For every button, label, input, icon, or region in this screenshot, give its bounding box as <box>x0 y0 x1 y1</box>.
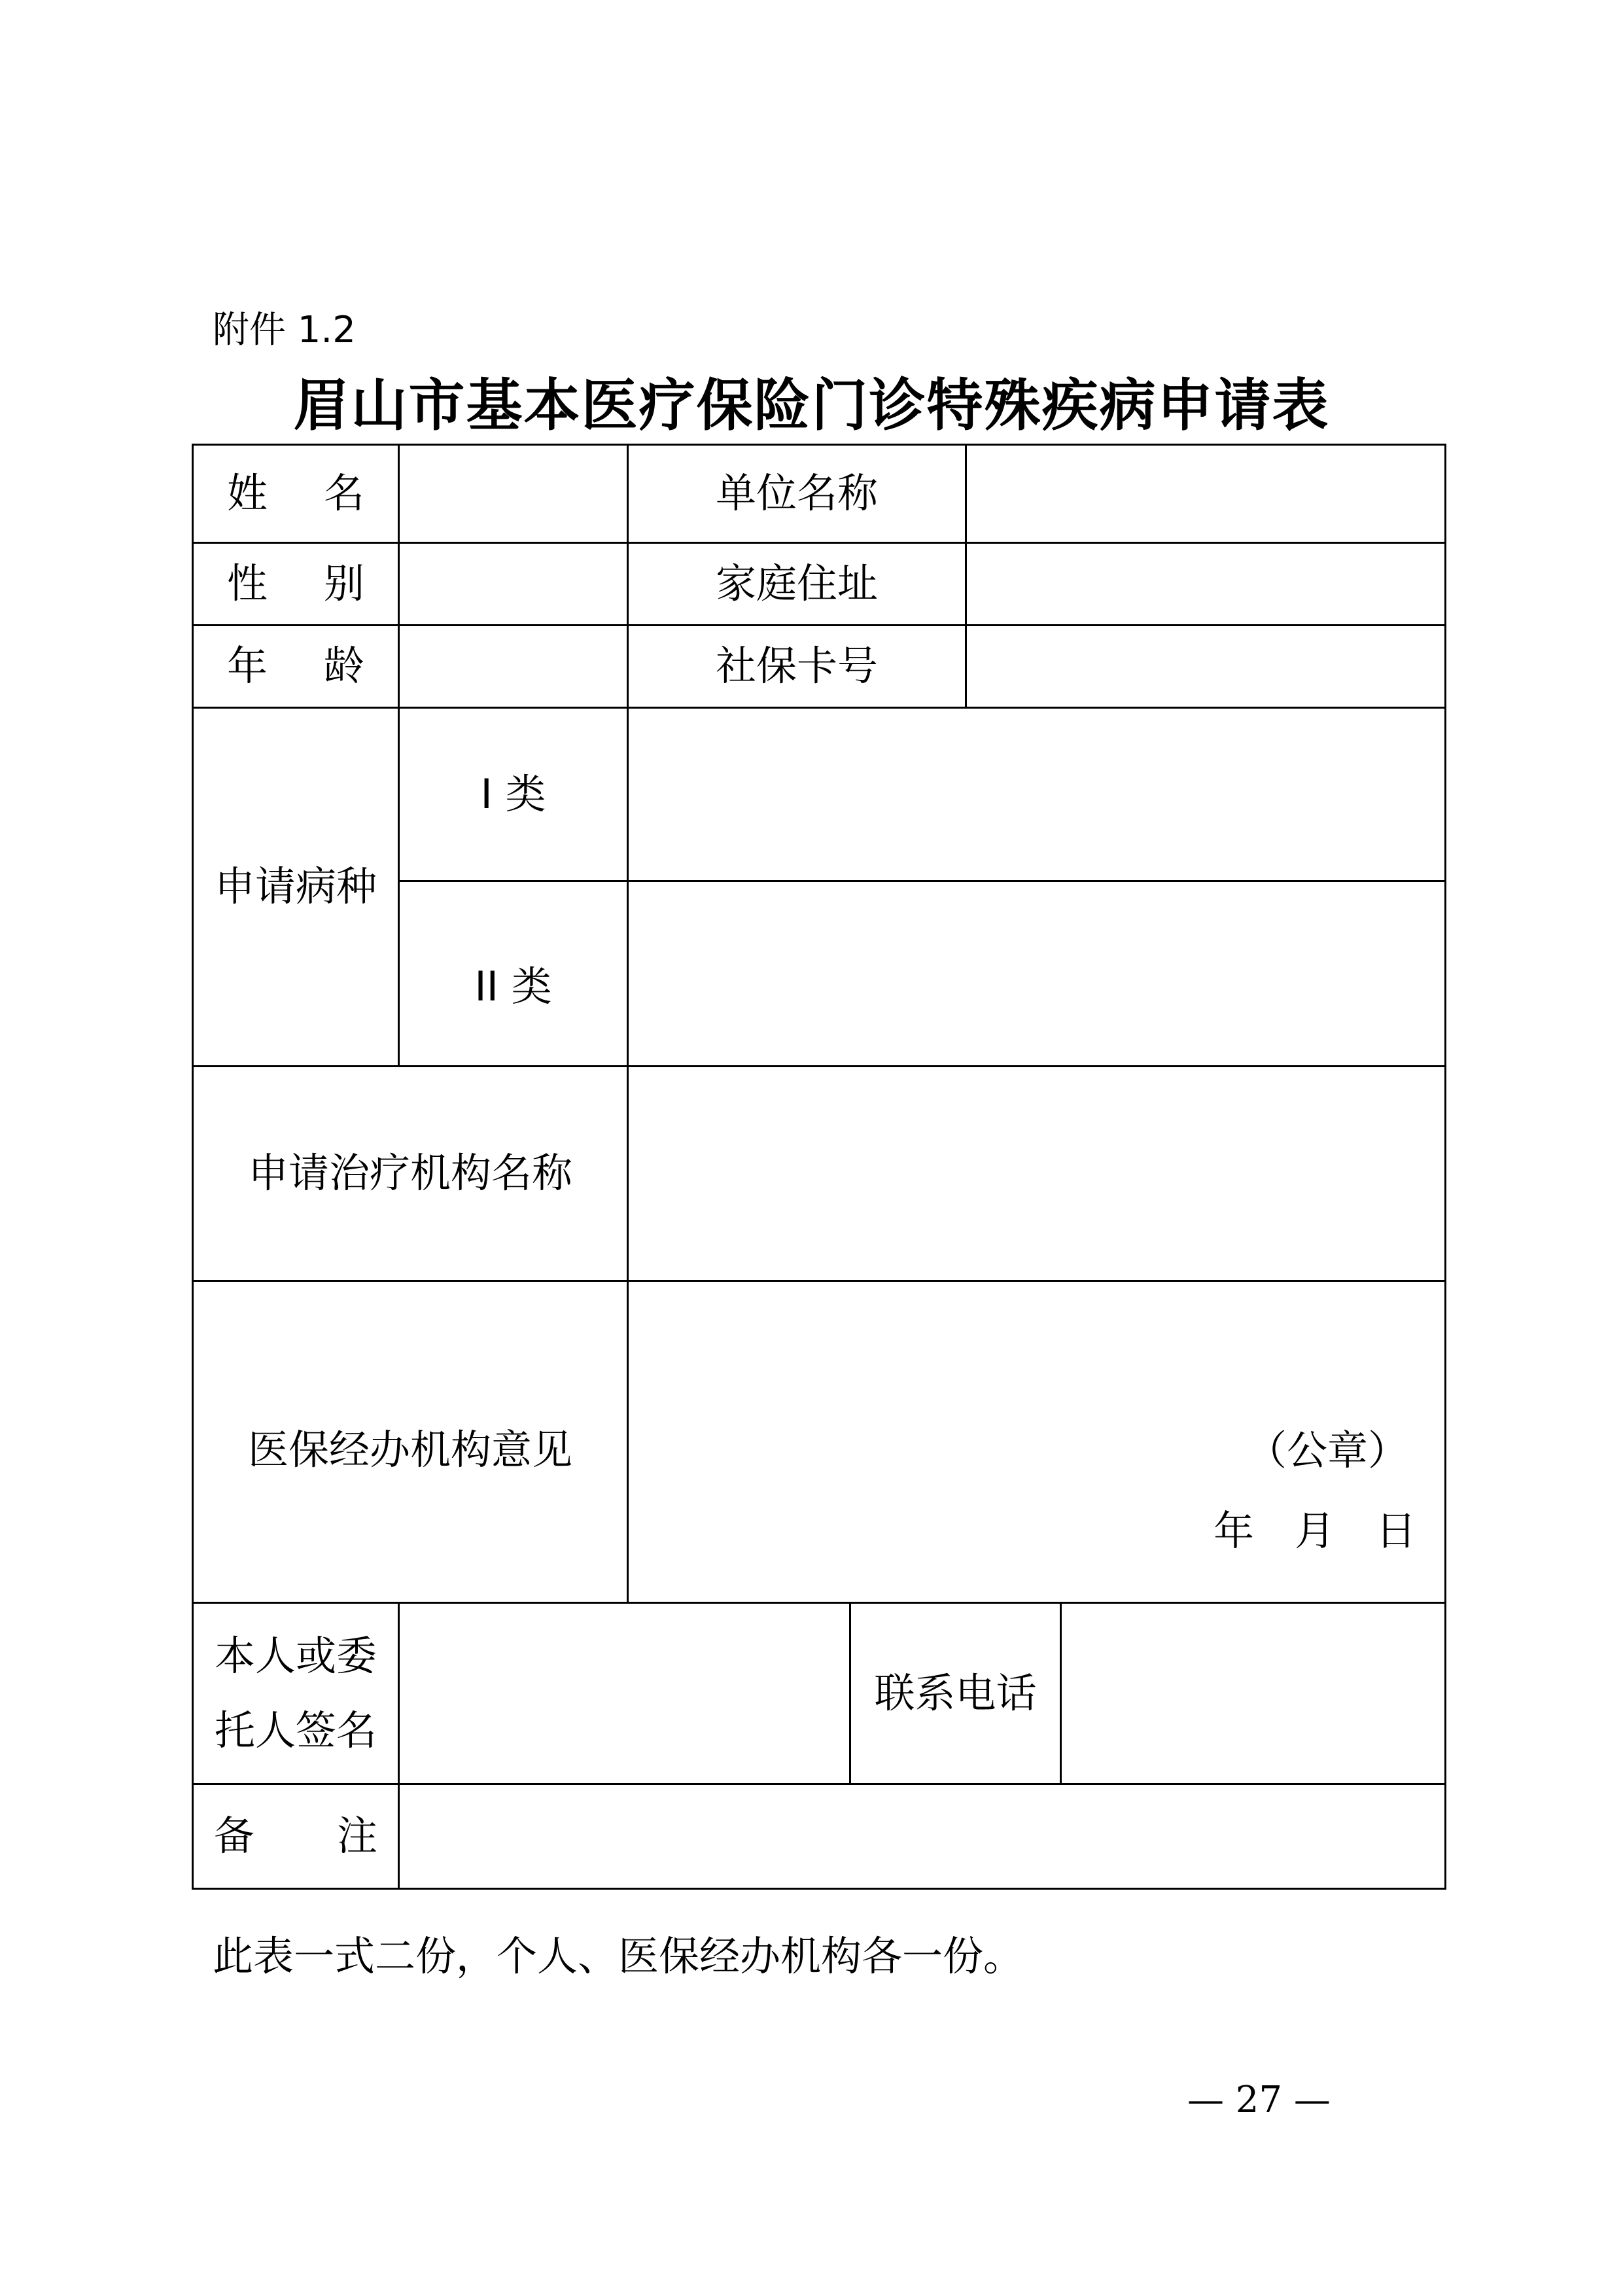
attachment-label: 附件 1.2 <box>213 309 356 351</box>
institution-label: 申请治疗机构名称 <box>247 1149 572 1197</box>
name-label-char-2: 名 <box>323 469 364 517</box>
phone-field[interactable] <box>1062 1604 1444 1783</box>
class-2-field[interactable] <box>629 882 1444 1065</box>
signature-label <box>194 1603 398 1783</box>
date-month: 月 <box>1294 1507 1335 1555</box>
social-card-label: 社保卡号 <box>715 642 878 690</box>
signature-label-line-1: 本人或委 <box>214 1631 377 1680</box>
opinion-label: 医保经办机构意见 <box>247 1425 572 1474</box>
disease-label: 申请病种 <box>214 862 377 910</box>
opinion-date <box>1213 1507 1416 1555</box>
signature-field[interactable] <box>400 1604 849 1783</box>
gender-label-char-1: 性 <box>227 559 268 607</box>
name-label-char-1: 姓 <box>227 469 268 517</box>
table-rule <box>1444 444 1446 1890</box>
class-2-label: II 类 <box>474 962 552 1010</box>
age-label <box>194 626 398 707</box>
institution-field[interactable] <box>629 1067 1444 1280</box>
class-1-label: I 类 <box>480 769 546 818</box>
employer-label: 单位名称 <box>715 469 878 517</box>
phone-label: 联系电话 <box>874 1669 1037 1717</box>
form-title: 眉山市基本医疗保险门诊特殊疾病申请表 <box>293 372 1330 438</box>
social-card-field[interactable] <box>967 626 1444 707</box>
date-day: 日 <box>1375 1507 1416 1555</box>
remarks-label-char-2: 注 <box>336 1812 377 1860</box>
remarks-label-char-1: 备 <box>214 1812 255 1860</box>
address-field[interactable] <box>967 544 1444 624</box>
name-label <box>194 445 398 542</box>
age-field[interactable] <box>400 626 627 707</box>
table-rule <box>193 1888 1446 1890</box>
page-number: — 27 — <box>1187 2079 1331 2121</box>
gender-label-char-2: 别 <box>323 559 364 607</box>
remarks-label <box>194 1784 398 1888</box>
gender-label <box>194 543 398 624</box>
age-label-char-2: 龄 <box>323 642 364 690</box>
age-label-char-1: 年 <box>227 642 268 690</box>
name-field[interactable] <box>400 446 627 542</box>
address-label: 家庭住址 <box>715 559 878 607</box>
remarks-field[interactable] <box>400 1785 1444 1888</box>
footnote: 此表一式二份，个人、医保经办机构各一份。 <box>213 1932 1024 1980</box>
signature-label-line-2: 托人签名 <box>214 1706 377 1754</box>
date-year: 年 <box>1213 1507 1255 1555</box>
employer-field[interactable] <box>967 446 1444 542</box>
seal-placeholder: （公章） <box>1246 1426 1409 1474</box>
class-1-field[interactable] <box>629 709 1444 880</box>
gender-field[interactable] <box>400 544 627 624</box>
